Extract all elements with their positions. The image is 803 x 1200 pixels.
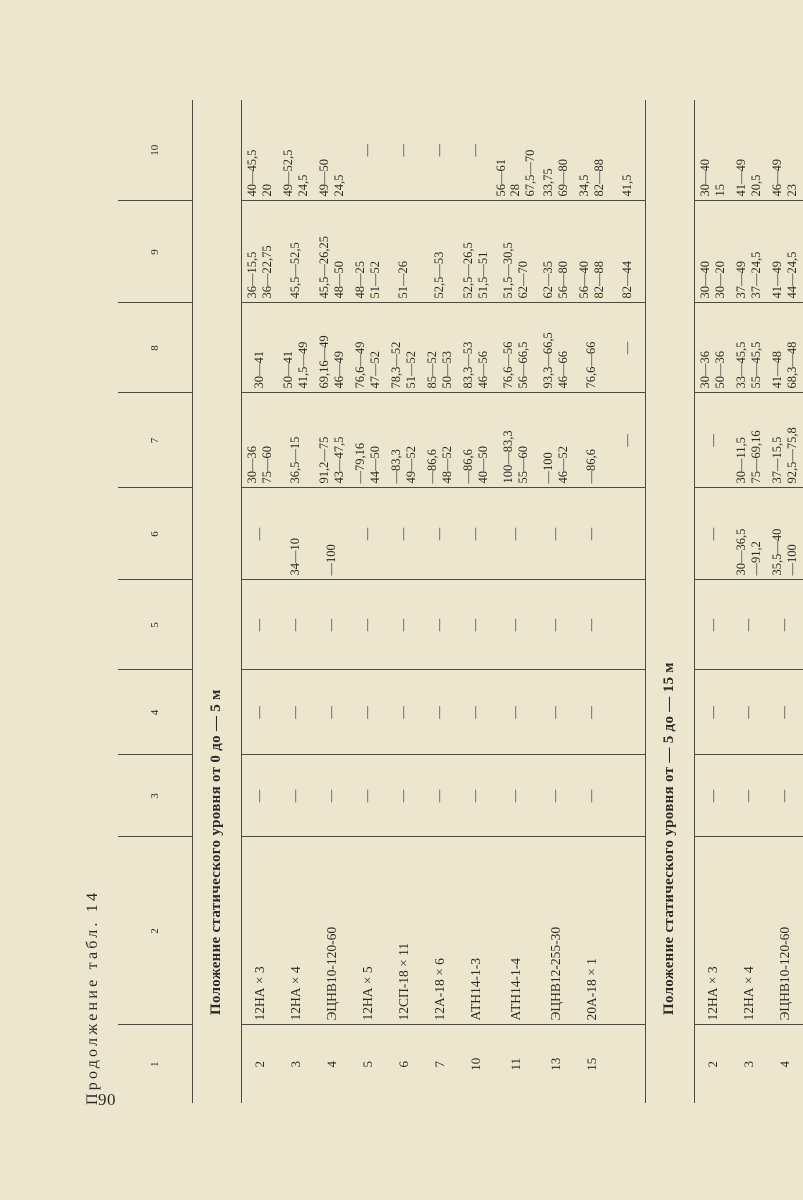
cell-value-line: 44—24,5	[784, 251, 799, 299]
cell-value-line: 33,75	[541, 168, 555, 197]
col8-cell	[386, 303, 422, 393]
cell-value-line: 51—52	[403, 351, 418, 389]
pump-type-cell: ЭЦНВ10-120-60	[767, 837, 803, 1025]
row-number-cell: 4	[323, 1061, 339, 1068]
cell-value-line: 46—49	[331, 351, 346, 389]
cell-value-line: 34—10	[288, 538, 303, 576]
col8-cell	[731, 303, 767, 393]
col5-cell: —	[314, 580, 350, 670]
column-header: 8	[118, 303, 193, 393]
cell-value-line: 51—26	[396, 261, 411, 299]
cell-value-line: 55—60	[515, 446, 530, 484]
cell-value-line: 24,5	[295, 174, 310, 197]
col4-cell: —	[350, 670, 386, 755]
cell-value-line: 82—88	[591, 159, 606, 197]
column-header: 10	[118, 100, 193, 201]
cell-value-line: —100	[324, 544, 339, 576]
table-row	[538, 100, 574, 1103]
col7-cell	[767, 393, 803, 488]
row-number-cell: 5	[359, 1061, 375, 1068]
pump-type-cell: ЭЦНВ10-120-60	[314, 837, 350, 1025]
cell-value-line: —100	[784, 544, 799, 576]
col8-cell	[422, 303, 458, 393]
pump-type-cell: 20А-18 × 1	[574, 837, 610, 1025]
column-header: 3	[118, 755, 193, 837]
cell-value-line: 43—47,5	[331, 436, 346, 484]
table-row	[386, 100, 422, 1103]
row-number-cell: 13	[548, 1057, 564, 1071]
cell-value-line: 41,5—49	[295, 341, 310, 389]
cell-value-line: 20,5	[748, 174, 763, 197]
col10-cell	[242, 100, 278, 201]
cell-value-line: 49—52	[403, 446, 418, 484]
cell-value-line: 56—66,5	[515, 341, 530, 389]
col9-cell	[386, 201, 422, 303]
cell-value-line: 62—35	[541, 261, 555, 299]
table-row	[494, 100, 538, 1103]
cell-value-line: 67,5—70	[523, 149, 537, 197]
col4-cell: —	[242, 670, 278, 755]
row-number-cell: 4	[777, 1061, 793, 1068]
cell-value-line: 85—52	[424, 351, 439, 389]
pump-type-cell: 12НА × 3	[695, 837, 731, 1025]
col3-cell: —	[695, 755, 731, 837]
cell-value-line: 45,5—52,5	[288, 242, 303, 299]
col10-cell	[695, 100, 731, 201]
cell-value-line: 41—49	[734, 159, 748, 197]
cell-value-line: 76,6—49	[352, 341, 367, 389]
pump-type-cell: 12НА × 4	[731, 837, 767, 1025]
cell-value-line: 36—15,5	[245, 251, 259, 299]
data-table	[118, 100, 803, 1103]
col4-cell: —	[458, 670, 494, 755]
cell-value-line: 20	[259, 184, 274, 197]
col9-cell	[731, 201, 767, 303]
col3-cell: —	[422, 755, 458, 837]
col3-cell: —	[350, 755, 386, 837]
col6-cell	[574, 488, 610, 580]
cell-value-line: 92,5—75,8	[784, 427, 799, 484]
cell-value-line: 47—52	[367, 351, 382, 389]
cell-value-line: 51—52	[367, 261, 382, 299]
col3-cell: —	[242, 755, 278, 837]
col7-cell	[731, 393, 767, 488]
col8-cell	[278, 303, 314, 393]
col8-cell	[538, 303, 574, 393]
col3-cell: —	[386, 755, 422, 837]
column-header: 4	[118, 670, 193, 755]
col7-cell	[386, 393, 422, 488]
cell-value-line: 48—25	[352, 261, 367, 299]
col8-cell	[767, 303, 803, 393]
cell-value-line: —91,2	[748, 541, 763, 576]
pump-type-cell: 12А-18 × 6	[422, 837, 458, 1025]
col7-cell	[314, 393, 350, 488]
column-header: 7	[118, 393, 193, 488]
cell-value-line: —	[508, 527, 523, 541]
row-number-cell: 11	[507, 1057, 523, 1071]
cell-value-line: 50—53	[439, 351, 454, 389]
col9-cell	[695, 201, 731, 303]
cell-value-line: 49—52,5	[280, 149, 295, 197]
cell-value-line: 34,5	[577, 174, 591, 197]
cell-value-line: —	[548, 527, 563, 541]
cell-value-line: 15	[713, 184, 727, 197]
col6-cell	[386, 488, 422, 580]
col5-cell: —	[695, 580, 731, 670]
col3-cell: —	[458, 755, 494, 837]
pump-type-cell: ЭЦНВ12-255-30	[538, 837, 574, 1025]
cell-value-line: —86,6	[584, 449, 599, 484]
cell-value-line: 40—50	[475, 446, 490, 484]
col6-cell	[314, 488, 350, 580]
col7-cell	[278, 393, 314, 488]
cell-value-line: 30—36	[698, 351, 713, 389]
column-header: 9	[118, 201, 193, 303]
cell-value-line: 82—44	[620, 261, 635, 299]
col7-cell	[422, 393, 458, 488]
col6-cell	[494, 488, 538, 580]
section-header-row	[193, 100, 242, 1103]
col6-cell	[538, 488, 574, 580]
cell-value-line: —	[432, 527, 447, 541]
cell-value-line: 46—49	[770, 159, 784, 197]
col10-cell	[731, 100, 767, 201]
row-number-cell: 10	[467, 1057, 483, 1071]
col6-cell	[242, 488, 278, 580]
col6-cell	[695, 488, 731, 580]
cell-value-line: 46—56	[475, 351, 490, 389]
cell-value-line: 83,3—53	[460, 341, 475, 389]
cell-value-line: 46—52	[555, 446, 570, 484]
table-row	[242, 100, 278, 1103]
table-row	[458, 100, 494, 1103]
row-number-cell: 15	[584, 1057, 600, 1071]
cell-value-line: —	[620, 341, 635, 355]
col3-cell: —	[278, 755, 314, 837]
cell-value-line: 36,5—15	[288, 436, 303, 484]
col7-cell	[494, 393, 538, 488]
header-row	[118, 100, 193, 1103]
cell-value-line: 48—50	[331, 261, 346, 299]
col8-cell	[242, 303, 278, 393]
column-header: 1	[118, 1025, 193, 1103]
cell-value-line: —100	[541, 452, 555, 484]
cell-value-line: 56—40	[577, 261, 591, 299]
col10-cell	[422, 100, 458, 201]
cell-value-line: 78,3—52	[388, 341, 403, 389]
cell-value-line: 62—70	[515, 261, 530, 299]
cell-value-line: 45,5—26,25	[316, 236, 331, 299]
cell-value-line: 93,3—66,5	[541, 332, 555, 389]
table-caption: Продолжение табл. 14	[84, 889, 101, 1105]
col6-cell	[422, 488, 458, 580]
cell-value-line: 37—49	[734, 261, 748, 299]
cell-value-line: 41—48	[770, 351, 784, 389]
col4-cell: —	[695, 670, 731, 755]
col6-cell	[350, 488, 386, 580]
col10-cell	[386, 100, 422, 201]
cell-value-line: 30—11,5	[734, 437, 748, 484]
col5-cell: —	[242, 580, 278, 670]
col9-cell	[610, 201, 646, 303]
cell-value-line: 100—83,3	[500, 430, 515, 484]
col3-cell: —	[574, 755, 610, 837]
cell-value-line: 49—50	[316, 159, 331, 197]
cell-value-line: 51,5—30,5	[500, 242, 515, 299]
col5-cell: —	[422, 580, 458, 670]
col9-cell	[767, 201, 803, 303]
cell-value-line: —79,16	[352, 442, 367, 484]
cell-value-line: —	[396, 144, 411, 157]
col5-cell: —	[458, 580, 494, 670]
cell-value-line: 40—45,5	[245, 149, 259, 197]
cell-value-line: —	[468, 527, 483, 541]
col4-cell: —	[731, 670, 767, 755]
col7-cell	[574, 393, 610, 488]
table-row	[278, 100, 314, 1103]
col10-cell	[350, 100, 386, 201]
cell-value-line: 24,5	[331, 174, 346, 197]
col6-cell	[458, 488, 494, 580]
col8-cell	[610, 303, 646, 393]
col6-cell	[610, 488, 646, 580]
col10-cell	[538, 100, 574, 201]
col9-cell	[314, 201, 350, 303]
pump-type-cell: АТН14-1-3	[458, 837, 494, 1025]
cell-value-line: 69—80	[555, 159, 570, 197]
col9-cell	[422, 201, 458, 303]
table-row	[610, 100, 646, 1103]
col7-cell	[695, 393, 731, 488]
cell-value-line: 75—69,16	[748, 430, 763, 484]
col10-cell	[767, 100, 803, 201]
col9-cell	[278, 201, 314, 303]
col4-cell	[610, 670, 646, 755]
cell-value-line: 52,5—53	[432, 251, 447, 299]
col8-cell	[695, 303, 731, 393]
table-row	[767, 100, 803, 1103]
col4-cell: —	[767, 670, 803, 755]
row-number-cell: 3	[287, 1061, 303, 1068]
col10-cell	[574, 100, 610, 201]
cell-value-line: —	[432, 144, 447, 157]
col7-cell	[242, 393, 278, 488]
page-number: 90	[98, 1090, 116, 1109]
col7-cell	[458, 393, 494, 488]
pump-type-cell: 12НА × 3	[242, 837, 278, 1025]
col5-cell: —	[731, 580, 767, 670]
col7-cell	[610, 393, 646, 488]
col3-cell: —	[494, 755, 538, 837]
cell-value-line: 51,5—51	[475, 251, 490, 299]
table-row	[695, 100, 731, 1103]
col3-cell: —	[538, 755, 574, 837]
col10-cell	[494, 100, 538, 201]
cell-value-line: 44—50	[367, 446, 382, 484]
cell-value-line: 76,6—66	[584, 341, 599, 389]
col6-cell	[278, 488, 314, 580]
col5-cell: —	[350, 580, 386, 670]
col4-cell: —	[574, 670, 610, 755]
col5-cell: —	[494, 580, 538, 670]
table-row	[350, 100, 386, 1103]
table-row	[731, 100, 767, 1103]
cell-value-line: —	[705, 527, 720, 541]
col9-cell	[574, 201, 610, 303]
table-row	[574, 100, 610, 1103]
section-header-row	[646, 100, 695, 1103]
cell-value-line: —86,6	[424, 449, 439, 484]
cell-value-line: 30—36,5	[734, 528, 748, 576]
cell-value-line: 56—80	[555, 261, 570, 299]
cell-value-line: 41,5	[620, 174, 635, 197]
col7-cell	[350, 393, 386, 488]
cell-value-line: —	[705, 434, 720, 447]
col10-cell	[610, 100, 646, 201]
col10-cell	[314, 100, 350, 201]
cell-value-line: 56—61	[493, 159, 508, 197]
row-number-cell: 2	[705, 1061, 721, 1068]
column-header: 2	[118, 837, 193, 1025]
cell-value-line: —	[360, 144, 375, 157]
pump-type-cell	[610, 837, 646, 1025]
row-number-cell: 7	[431, 1061, 447, 1068]
cell-value-line: 50—36	[713, 351, 727, 389]
col5-cell: —	[386, 580, 422, 670]
col9-cell	[350, 201, 386, 303]
col8-cell	[314, 303, 350, 393]
cell-value-line: 37—15,5	[770, 436, 784, 484]
col6-cell	[731, 488, 767, 580]
row-number-cell: 3	[741, 1061, 757, 1068]
cell-value-line: 41—49	[770, 261, 784, 299]
col4-cell: —	[422, 670, 458, 755]
cell-value-line: 35,5—40	[770, 528, 784, 576]
col7-cell	[538, 393, 574, 488]
cell-value-line: 68,3—48	[784, 341, 799, 389]
col9-cell	[242, 201, 278, 303]
cell-value-line: —	[252, 527, 267, 541]
col4-cell: —	[278, 670, 314, 755]
row-number-cell: 2	[252, 1061, 268, 1068]
col5-cell: —	[278, 580, 314, 670]
col8-cell	[494, 303, 538, 393]
col6-cell	[767, 488, 803, 580]
pump-type-cell: 12НА × 4	[278, 837, 314, 1025]
row-number-cell: 6	[395, 1061, 411, 1068]
cell-value-line: 76,6—56	[500, 341, 515, 389]
cell-value-line: —86,6	[460, 449, 475, 484]
cell-value-line: 82—88	[591, 261, 606, 299]
col5-cell: —	[767, 580, 803, 670]
col3-cell: —	[731, 755, 767, 837]
row-number-cell	[610, 1025, 646, 1103]
col3-cell: —	[314, 755, 350, 837]
cell-value-line: 52,5—26,5	[460, 242, 475, 299]
pump-type-cell: АТН14-1-4	[494, 837, 538, 1025]
col9-cell	[538, 201, 574, 303]
cell-value-line: —	[584, 527, 599, 541]
cell-value-line: 30—40	[698, 159, 713, 197]
cell-value-line: 30—40	[698, 261, 713, 299]
cell-value-line: 23	[784, 184, 799, 197]
col8-cell	[574, 303, 610, 393]
cell-value-line: 28	[508, 184, 523, 197]
cell-value-line: 46—66	[555, 351, 570, 389]
cell-value-line: 91,2—75	[316, 436, 331, 484]
section-title: Положение статического уровня от — 5 до — 15 м	[646, 100, 695, 1103]
table-row	[314, 100, 350, 1103]
cell-value-line: 37—24,5	[748, 251, 763, 299]
cell-value-line: 75—60	[259, 446, 274, 484]
col3-cell: —	[767, 755, 803, 837]
col8-cell	[458, 303, 494, 393]
cell-value-line: 33—45,5	[734, 341, 748, 389]
cell-value-line: 30—41	[252, 351, 267, 389]
col4-cell: —	[386, 670, 422, 755]
cell-value-line: 36—22,75	[259, 245, 274, 299]
col5-cell	[610, 580, 646, 670]
column-header: 6	[118, 488, 193, 580]
col8-cell	[350, 303, 386, 393]
pump-type-cell: 12СП-18 × 11	[386, 837, 422, 1025]
col3-cell	[610, 755, 646, 837]
cell-value-line: 69,16—49	[316, 335, 331, 389]
cell-value-line: —	[396, 527, 411, 541]
cell-value-line: 30—36	[245, 446, 259, 484]
cell-value-line: 48—52	[439, 446, 454, 484]
table-row	[422, 100, 458, 1103]
pump-type-cell: 12НА × 5	[350, 837, 386, 1025]
cell-value-line: 30—20	[713, 261, 727, 299]
col10-cell	[458, 100, 494, 201]
col5-cell: —	[538, 580, 574, 670]
cell-value-line: —	[468, 144, 483, 157]
col4-cell: —	[538, 670, 574, 755]
col4-cell: —	[314, 670, 350, 755]
cell-value-line: —83,3	[388, 449, 403, 484]
cell-value-line: —	[360, 527, 375, 541]
col9-cell	[458, 201, 494, 303]
col5-cell: —	[574, 580, 610, 670]
col9-cell	[494, 201, 538, 303]
cell-value-line: —	[620, 434, 635, 447]
section-title: Положение статического уровня от 0 до — 5 м	[193, 100, 242, 1103]
cell-value-line: 55—45,5	[748, 341, 763, 389]
col10-cell	[278, 100, 314, 201]
column-header: 5	[118, 580, 193, 670]
col4-cell: —	[494, 670, 538, 755]
cell-value-line: 50—41	[280, 351, 295, 389]
